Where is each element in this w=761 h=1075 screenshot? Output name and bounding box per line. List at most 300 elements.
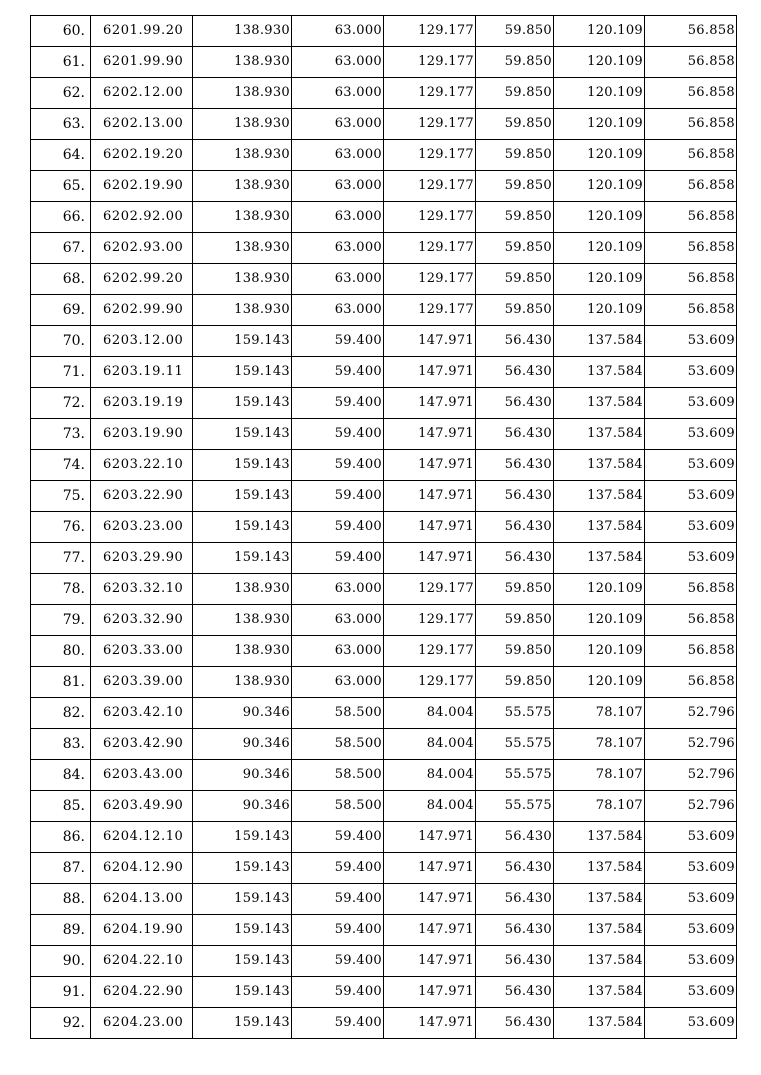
value-col-8-cell: 56.858 — [645, 574, 737, 605]
value-col-4-cell: 63.000 — [292, 233, 384, 264]
value-col-3-cell: 159.143 — [193, 853, 292, 884]
value-col-7-cell: 120.109 — [554, 109, 645, 140]
table-row — [31, 946, 737, 977]
value-col-7-cell: 137.584 — [554, 326, 645, 357]
value-col-3-cell: 138.930 — [193, 140, 292, 171]
value-col-4-cell: 63.000 — [292, 47, 384, 78]
value-col-5-cell: 147.971 — [384, 977, 476, 1008]
value-col-3-cell: 159.143 — [193, 357, 292, 388]
table-row — [31, 543, 737, 574]
hs-code-cell: 6203.19.19 — [91, 388, 193, 419]
value-col-3-cell: 138.930 — [193, 667, 292, 698]
value-col-6-cell: 56.430 — [476, 543, 554, 574]
value-col-4-cell: 58.500 — [292, 791, 384, 822]
value-col-5-cell: 129.177 — [384, 667, 476, 698]
value-col-3-cell: 159.143 — [193, 915, 292, 946]
value-col-6-cell: 56.430 — [476, 1008, 554, 1039]
value-col-5-cell: 147.971 — [384, 853, 476, 884]
row-number-cell: 66. — [31, 202, 91, 233]
value-col-5-cell: 129.177 — [384, 264, 476, 295]
value-col-3-cell: 159.143 — [193, 388, 292, 419]
value-col-7-cell: 137.584 — [554, 977, 645, 1008]
hs-code-cell: 6203.23.00 — [91, 512, 193, 543]
value-col-4-cell: 63.000 — [292, 140, 384, 171]
hs-code-cell: 6202.13.00 — [91, 109, 193, 140]
value-col-5-cell: 84.004 — [384, 791, 476, 822]
value-col-6-cell: 56.430 — [476, 388, 554, 419]
value-col-6-cell: 56.430 — [476, 481, 554, 512]
value-col-3-cell: 138.930 — [193, 636, 292, 667]
hs-code-cell: 6203.33.00 — [91, 636, 193, 667]
row-number-cell: 78. — [31, 574, 91, 605]
row-number-cell: 77. — [31, 543, 91, 574]
value-col-6-cell: 56.430 — [476, 450, 554, 481]
row-number-cell: 65. — [31, 171, 91, 202]
row-number-cell: 80. — [31, 636, 91, 667]
value-col-5-cell: 147.971 — [384, 946, 476, 977]
hs-code-cell: 6203.42.90 — [91, 729, 193, 760]
table-row — [31, 388, 737, 419]
value-col-7-cell: 137.584 — [554, 419, 645, 450]
value-col-7-cell: 78.107 — [554, 729, 645, 760]
value-col-7-cell: 137.584 — [554, 1008, 645, 1039]
value-col-8-cell: 53.609 — [645, 1008, 737, 1039]
value-col-6-cell: 59.850 — [476, 233, 554, 264]
value-col-4-cell: 58.500 — [292, 760, 384, 791]
value-col-8-cell: 53.609 — [645, 853, 737, 884]
value-col-4-cell: 59.400 — [292, 915, 384, 946]
value-col-6-cell: 59.850 — [476, 171, 554, 202]
value-col-5-cell: 129.177 — [384, 636, 476, 667]
table-row — [31, 698, 737, 729]
value-col-8-cell: 56.858 — [645, 264, 737, 295]
value-col-3-cell: 90.346 — [193, 760, 292, 791]
value-col-3-cell: 138.930 — [193, 202, 292, 233]
table-row — [31, 450, 737, 481]
value-col-8-cell: 52.796 — [645, 791, 737, 822]
value-col-7-cell: 137.584 — [554, 915, 645, 946]
row-number-cell: 64. — [31, 140, 91, 171]
value-col-6-cell: 59.850 — [476, 605, 554, 636]
table-row — [31, 636, 737, 667]
value-col-4-cell: 59.400 — [292, 357, 384, 388]
value-col-3-cell: 90.346 — [193, 791, 292, 822]
value-col-7-cell: 137.584 — [554, 543, 645, 574]
value-col-5-cell: 147.971 — [384, 357, 476, 388]
value-col-8-cell: 56.858 — [645, 16, 737, 47]
hs-code-cell: 6201.99.90 — [91, 47, 193, 78]
hs-code-cell: 6204.22.10 — [91, 946, 193, 977]
value-col-5-cell: 84.004 — [384, 729, 476, 760]
value-col-3-cell: 138.930 — [193, 605, 292, 636]
row-number-cell: 61. — [31, 47, 91, 78]
row-number-cell: 84. — [31, 760, 91, 791]
value-col-4-cell: 63.000 — [292, 202, 384, 233]
value-col-5-cell: 129.177 — [384, 78, 476, 109]
value-col-8-cell: 56.858 — [645, 667, 737, 698]
row-number-cell: 86. — [31, 822, 91, 853]
value-col-4-cell: 58.500 — [292, 698, 384, 729]
value-col-8-cell: 53.609 — [645, 946, 737, 977]
hs-code-cell: 6202.99.20 — [91, 264, 193, 295]
hs-code-cell: 6203.19.11 — [91, 357, 193, 388]
table-row — [31, 481, 737, 512]
value-col-4-cell: 63.000 — [292, 16, 384, 47]
row-number-cell: 76. — [31, 512, 91, 543]
value-col-3-cell: 138.930 — [193, 109, 292, 140]
value-col-8-cell: 56.858 — [645, 47, 737, 78]
hs-code-cell: 6203.22.90 — [91, 481, 193, 512]
value-col-6-cell: 59.850 — [476, 667, 554, 698]
value-col-6-cell: 56.430 — [476, 884, 554, 915]
table-row — [31, 326, 737, 357]
row-number-cell: 60. — [31, 16, 91, 47]
value-col-4-cell: 63.000 — [292, 667, 384, 698]
value-col-4-cell: 63.000 — [292, 605, 384, 636]
hs-code-cell: 6204.12.10 — [91, 822, 193, 853]
value-col-7-cell: 137.584 — [554, 853, 645, 884]
value-col-6-cell: 59.850 — [476, 78, 554, 109]
value-col-3-cell: 138.930 — [193, 295, 292, 326]
row-number-cell: 73. — [31, 419, 91, 450]
table-row — [31, 295, 737, 326]
table-row — [31, 977, 737, 1008]
value-col-6-cell: 59.850 — [476, 574, 554, 605]
value-col-4-cell: 59.400 — [292, 1008, 384, 1039]
value-col-5-cell: 129.177 — [384, 295, 476, 326]
row-number-cell: 92. — [31, 1008, 91, 1039]
value-col-5-cell: 129.177 — [384, 16, 476, 47]
row-number-cell: 91. — [31, 977, 91, 1008]
row-number-cell: 88. — [31, 884, 91, 915]
value-col-6-cell: 59.850 — [476, 47, 554, 78]
value-col-8-cell: 53.609 — [645, 419, 737, 450]
value-col-6-cell: 56.430 — [476, 977, 554, 1008]
hs-code-cell: 6203.49.90 — [91, 791, 193, 822]
value-col-4-cell: 59.400 — [292, 977, 384, 1008]
value-col-8-cell: 53.609 — [645, 822, 737, 853]
value-col-3-cell: 138.930 — [193, 78, 292, 109]
value-col-4-cell: 59.400 — [292, 512, 384, 543]
row-number-cell: 63. — [31, 109, 91, 140]
value-col-7-cell: 120.109 — [554, 202, 645, 233]
hs-code-cell: 6204.13.00 — [91, 884, 193, 915]
row-number-cell: 87. — [31, 853, 91, 884]
value-col-3-cell: 159.143 — [193, 822, 292, 853]
hs-code-cell: 6203.39.00 — [91, 667, 193, 698]
hs-code-cell: 6202.12.00 — [91, 78, 193, 109]
table-row — [31, 574, 737, 605]
value-col-6-cell: 59.850 — [476, 264, 554, 295]
table-row — [31, 915, 737, 946]
value-col-7-cell: 78.107 — [554, 791, 645, 822]
value-col-5-cell: 147.971 — [384, 543, 476, 574]
value-col-3-cell: 159.143 — [193, 946, 292, 977]
value-col-7-cell: 137.584 — [554, 946, 645, 977]
value-col-7-cell: 120.109 — [554, 667, 645, 698]
value-col-6-cell: 59.850 — [476, 16, 554, 47]
table-row — [31, 822, 737, 853]
table-row — [31, 233, 737, 264]
value-col-5-cell: 147.971 — [384, 884, 476, 915]
value-col-6-cell: 56.430 — [476, 915, 554, 946]
value-col-5-cell: 147.971 — [384, 388, 476, 419]
value-col-3-cell: 159.143 — [193, 326, 292, 357]
hs-code-cell: 6203.29.90 — [91, 543, 193, 574]
row-number-cell: 85. — [31, 791, 91, 822]
value-col-5-cell: 84.004 — [384, 698, 476, 729]
table-row — [31, 1008, 737, 1039]
value-col-7-cell: 120.109 — [554, 16, 645, 47]
hs-code-cell: 6204.19.90 — [91, 915, 193, 946]
row-number-cell: 69. — [31, 295, 91, 326]
value-col-6-cell: 55.575 — [476, 729, 554, 760]
table-row — [31, 16, 737, 47]
table-row — [31, 760, 737, 791]
value-col-8-cell: 53.609 — [645, 326, 737, 357]
hs-code-cell: 6203.32.10 — [91, 574, 193, 605]
value-col-4-cell: 63.000 — [292, 171, 384, 202]
value-col-7-cell: 137.584 — [554, 450, 645, 481]
value-col-5-cell: 147.971 — [384, 512, 476, 543]
value-col-8-cell: 56.858 — [645, 171, 737, 202]
hs-code-cell: 6202.19.20 — [91, 140, 193, 171]
value-col-7-cell: 120.109 — [554, 233, 645, 264]
value-col-4-cell: 59.400 — [292, 884, 384, 915]
value-col-8-cell: 56.858 — [645, 202, 737, 233]
value-col-4-cell: 59.400 — [292, 946, 384, 977]
value-col-8-cell: 53.609 — [645, 481, 737, 512]
table-row — [31, 202, 737, 233]
table-row — [31, 357, 737, 388]
value-col-3-cell: 138.930 — [193, 233, 292, 264]
row-number-cell: 62. — [31, 78, 91, 109]
value-col-4-cell: 59.400 — [292, 388, 384, 419]
value-col-3-cell: 138.930 — [193, 574, 292, 605]
value-col-7-cell: 120.109 — [554, 140, 645, 171]
row-number-cell: 67. — [31, 233, 91, 264]
value-col-8-cell: 53.609 — [645, 977, 737, 1008]
row-number-cell: 72. — [31, 388, 91, 419]
value-col-8-cell: 53.609 — [645, 388, 737, 419]
value-col-7-cell: 78.107 — [554, 698, 645, 729]
value-col-7-cell: 137.584 — [554, 357, 645, 388]
table-body — [31, 16, 737, 1039]
value-col-5-cell: 147.971 — [384, 450, 476, 481]
value-col-4-cell: 63.000 — [292, 109, 384, 140]
row-number-cell: 74. — [31, 450, 91, 481]
value-col-5-cell: 147.971 — [384, 481, 476, 512]
value-col-7-cell: 120.109 — [554, 47, 645, 78]
table-row — [31, 512, 737, 543]
table-row — [31, 791, 737, 822]
value-col-7-cell: 120.109 — [554, 78, 645, 109]
hs-code-cell: 6203.42.10 — [91, 698, 193, 729]
value-col-6-cell: 55.575 — [476, 698, 554, 729]
value-col-3-cell: 159.143 — [193, 1008, 292, 1039]
value-col-6-cell: 59.850 — [476, 109, 554, 140]
value-col-8-cell: 53.609 — [645, 512, 737, 543]
value-col-6-cell: 59.850 — [476, 636, 554, 667]
value-col-7-cell: 120.109 — [554, 574, 645, 605]
value-col-8-cell: 53.609 — [645, 450, 737, 481]
value-col-6-cell: 59.850 — [476, 202, 554, 233]
value-col-8-cell: 53.609 — [645, 543, 737, 574]
document-page — [30, 15, 737, 1039]
row-number-cell: 81. — [31, 667, 91, 698]
value-col-6-cell: 55.575 — [476, 791, 554, 822]
table-row — [31, 78, 737, 109]
hs-code-cell: 6203.22.10 — [91, 450, 193, 481]
value-col-8-cell: 52.796 — [645, 698, 737, 729]
value-col-3-cell: 90.346 — [193, 698, 292, 729]
hs-code-cell: 6203.43.00 — [91, 760, 193, 791]
hs-code-cell: 6203.12.00 — [91, 326, 193, 357]
value-col-8-cell: 56.858 — [645, 233, 737, 264]
value-col-5-cell: 129.177 — [384, 109, 476, 140]
value-col-5-cell: 129.177 — [384, 202, 476, 233]
value-col-3-cell: 159.143 — [193, 450, 292, 481]
hs-code-cell: 6202.92.00 — [91, 202, 193, 233]
value-col-4-cell: 63.000 — [292, 264, 384, 295]
value-col-3-cell: 138.930 — [193, 264, 292, 295]
value-col-3-cell: 138.930 — [193, 16, 292, 47]
value-col-7-cell: 137.584 — [554, 822, 645, 853]
table-row — [31, 171, 737, 202]
value-col-6-cell: 56.430 — [476, 357, 554, 388]
value-col-8-cell: 52.796 — [645, 760, 737, 791]
hs-code-cell: 6203.19.90 — [91, 419, 193, 450]
row-number-cell: 90. — [31, 946, 91, 977]
value-col-5-cell: 147.971 — [384, 915, 476, 946]
value-col-6-cell: 55.575 — [476, 760, 554, 791]
row-number-cell: 71. — [31, 357, 91, 388]
value-col-4-cell: 63.000 — [292, 295, 384, 326]
value-col-6-cell: 56.430 — [476, 512, 554, 543]
table-row — [31, 605, 737, 636]
value-col-8-cell: 52.796 — [645, 729, 737, 760]
value-col-4-cell: 59.400 — [292, 419, 384, 450]
value-col-6-cell: 59.850 — [476, 295, 554, 326]
value-col-7-cell: 137.584 — [554, 481, 645, 512]
hs-code-cell: 6201.99.20 — [91, 16, 193, 47]
table-row — [31, 419, 737, 450]
value-col-6-cell: 56.430 — [476, 419, 554, 450]
value-col-4-cell: 58.500 — [292, 729, 384, 760]
value-col-3-cell: 159.143 — [193, 977, 292, 1008]
value-col-8-cell: 56.858 — [645, 109, 737, 140]
value-col-3-cell: 159.143 — [193, 543, 292, 574]
row-number-cell: 75. — [31, 481, 91, 512]
table-row — [31, 884, 737, 915]
value-col-3-cell: 159.143 — [193, 419, 292, 450]
value-col-6-cell: 56.430 — [476, 946, 554, 977]
value-col-7-cell: 137.584 — [554, 512, 645, 543]
value-col-7-cell: 120.109 — [554, 605, 645, 636]
value-col-5-cell: 147.971 — [384, 326, 476, 357]
value-col-5-cell: 129.177 — [384, 140, 476, 171]
value-col-5-cell: 147.971 — [384, 419, 476, 450]
value-col-8-cell: 56.858 — [645, 78, 737, 109]
value-col-3-cell: 159.143 — [193, 884, 292, 915]
hs-code-cell: 6204.12.90 — [91, 853, 193, 884]
table-row — [31, 140, 737, 171]
hs-code-cell: 6202.99.90 — [91, 295, 193, 326]
value-col-7-cell: 137.584 — [554, 884, 645, 915]
value-col-3-cell: 159.143 — [193, 481, 292, 512]
table-row — [31, 264, 737, 295]
value-col-3-cell: 90.346 — [193, 729, 292, 760]
value-col-5-cell: 147.971 — [384, 822, 476, 853]
value-col-7-cell: 120.109 — [554, 264, 645, 295]
table-row — [31, 853, 737, 884]
row-number-cell: 83. — [31, 729, 91, 760]
value-col-5-cell: 129.177 — [384, 605, 476, 636]
value-col-7-cell: 137.584 — [554, 388, 645, 419]
value-col-3-cell: 138.930 — [193, 47, 292, 78]
value-col-7-cell: 78.107 — [554, 760, 645, 791]
value-col-7-cell: 120.109 — [554, 636, 645, 667]
tariff-table — [30, 15, 737, 1039]
row-number-cell: 89. — [31, 915, 91, 946]
table-row — [31, 109, 737, 140]
value-col-5-cell: 129.177 — [384, 171, 476, 202]
value-col-6-cell: 56.430 — [476, 853, 554, 884]
value-col-6-cell: 56.430 — [476, 326, 554, 357]
value-col-8-cell: 56.858 — [645, 295, 737, 326]
value-col-8-cell: 56.858 — [645, 140, 737, 171]
value-col-6-cell: 56.430 — [476, 822, 554, 853]
value-col-5-cell: 84.004 — [384, 760, 476, 791]
hs-code-cell: 6202.19.90 — [91, 171, 193, 202]
value-col-8-cell: 53.609 — [645, 915, 737, 946]
table-row — [31, 47, 737, 78]
value-col-4-cell: 59.400 — [292, 481, 384, 512]
row-number-cell: 68. — [31, 264, 91, 295]
value-col-4-cell: 59.400 — [292, 450, 384, 481]
value-col-3-cell: 138.930 — [193, 171, 292, 202]
value-col-4-cell: 63.000 — [292, 78, 384, 109]
value-col-8-cell: 53.609 — [645, 357, 737, 388]
value-col-7-cell: 120.109 — [554, 295, 645, 326]
value-col-3-cell: 159.143 — [193, 512, 292, 543]
value-col-4-cell: 63.000 — [292, 636, 384, 667]
value-col-4-cell: 63.000 — [292, 574, 384, 605]
value-col-5-cell: 129.177 — [384, 47, 476, 78]
value-col-8-cell: 56.858 — [645, 605, 737, 636]
value-col-8-cell: 53.609 — [645, 884, 737, 915]
row-number-cell: 82. — [31, 698, 91, 729]
value-col-5-cell: 147.971 — [384, 1008, 476, 1039]
value-col-4-cell: 59.400 — [292, 543, 384, 574]
hs-code-cell: 6204.22.90 — [91, 977, 193, 1008]
hs-code-cell: 6202.93.00 — [91, 233, 193, 264]
value-col-4-cell: 59.400 — [292, 326, 384, 357]
value-col-4-cell: 59.400 — [292, 853, 384, 884]
row-number-cell: 79. — [31, 605, 91, 636]
value-col-4-cell: 59.400 — [292, 822, 384, 853]
value-col-5-cell: 129.177 — [384, 233, 476, 264]
row-number-cell: 70. — [31, 326, 91, 357]
value-col-5-cell: 129.177 — [384, 574, 476, 605]
value-col-8-cell: 56.858 — [645, 636, 737, 667]
table-row — [31, 729, 737, 760]
value-col-7-cell: 120.109 — [554, 171, 645, 202]
hs-code-cell: 6203.32.90 — [91, 605, 193, 636]
value-col-6-cell: 59.850 — [476, 140, 554, 171]
table-row — [31, 667, 737, 698]
hs-code-cell: 6204.23.00 — [91, 1008, 193, 1039]
